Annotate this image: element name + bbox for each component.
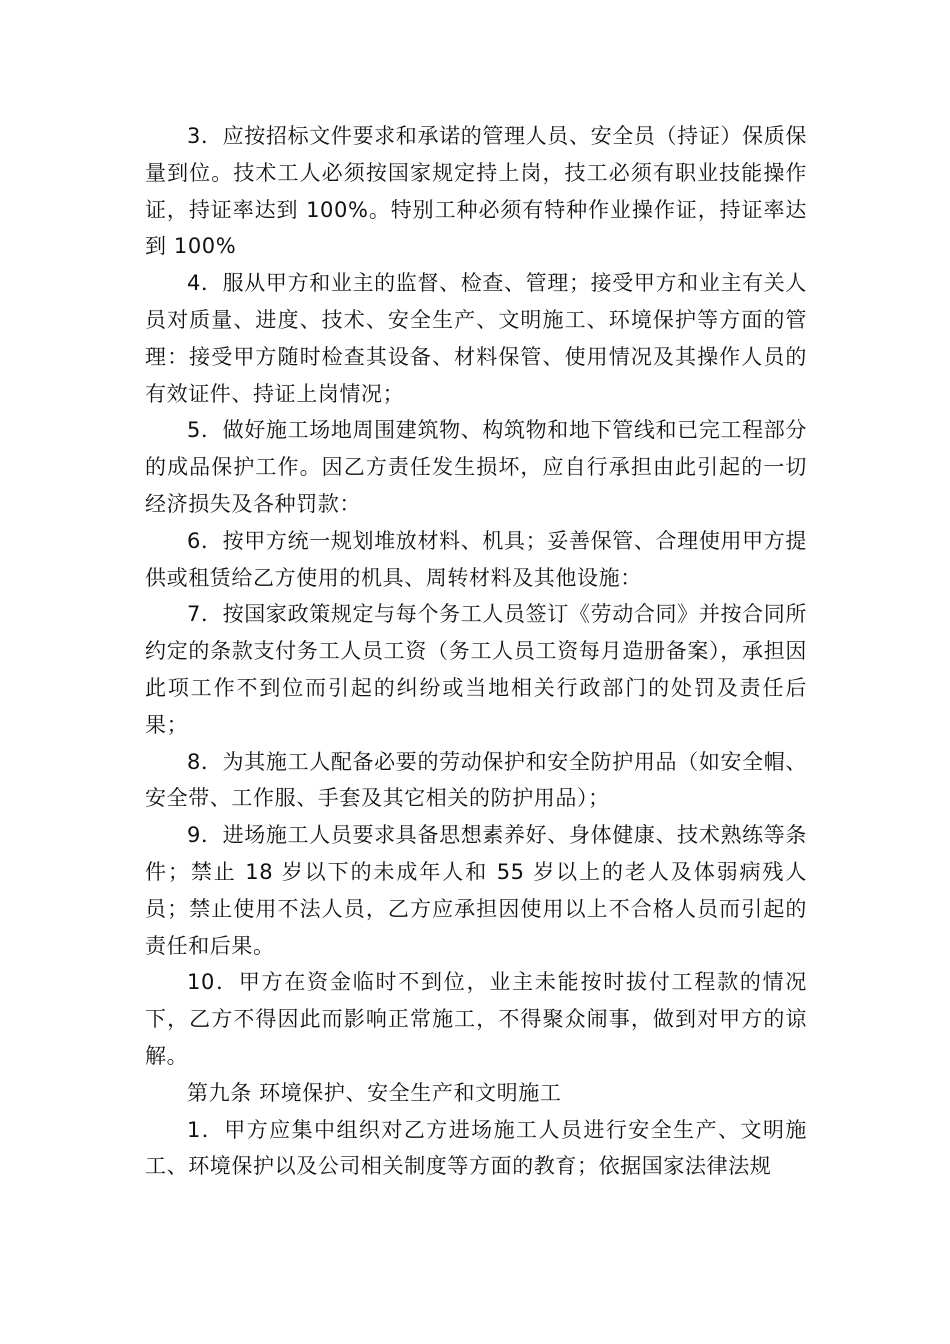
- article-9-clause-1: 1．甲方应集中组织对乙方进场施工人员进行安全生产、文明施工、环境保护以及公司相关制度等方面的教育；依据国家法律法规: [145, 1117, 807, 1179]
- document-body: [145, 118, 807, 1185]
- clause-5-protection: 5．做好施工场地周围建筑物、构筑物和地下管线和已完工程部分的成品保护工作。因乙方责任发生损坏，应自行承担由此引起的一切经济损失及各种罚款：: [145, 418, 807, 516]
- clause-3-staffing: 3．应按招标文件要求和承诺的管理人员、安全员（持证）保质保量到位。技术工人必须按国家规定持上岗，技工必须有职业技能操作证，持证率达到 100%。特别工种必须有特种作业操作证，持证率达到 100%: [145, 124, 807, 259]
- clause-9-worker-requirements: 9．进场施工人员要求具备思想素养好、身体健康、技术熟练等条件；禁止 18 岁以下的未成年人和 55 岁以上的老人及体弱病残人员；禁止使用不法人员，乙方应承担因使用以上不合格人员而引起的责任和后果。: [145, 823, 807, 958]
- clause-4-supervision: 4．服从甲方和业主的监督、检查、管理；接受甲方和业主有关人员对质量、进度、技术、安全生产、文明施工、环境保护等方面的管理：接受甲方随时检查其设备、材料保管、使用情况及其操作人员的有效证件、持证上岗情况；: [145, 271, 807, 406]
- article-9-heading: 第九条 环境保护、安全生产和文明施工: [187, 1080, 562, 1105]
- clause-7-labor-contract: 7．按国家政策规定与每个务工人员签订《劳动合同》并按合同所约定的条款支付务工人员工资（务工人员工资每月造册备案），承担因此项工作不到位而引起的纠纷或当地相关行政部门的处罚及责任后果；: [145, 602, 807, 737]
- clause-8-protective-equipment: 8．为其施工人配备必要的劳动保护和安全防护用品（如安全帽、安全带、工作服、手套及其它相关的防护用品）；: [145, 749, 807, 811]
- clause-6-materials: 6．按甲方统一规划堆放材料、机具；妥善保管、合理使用甲方提供或租赁给乙方使用的机具、周转材料及其他设施：: [145, 528, 807, 590]
- clause-10-funding: 10．甲方在资金临时不到位，业主未能按时拔付工程款的情况下，乙方不得因此而影响正常施工，不得聚众闹事，做到对甲方的谅解。: [145, 970, 807, 1068]
